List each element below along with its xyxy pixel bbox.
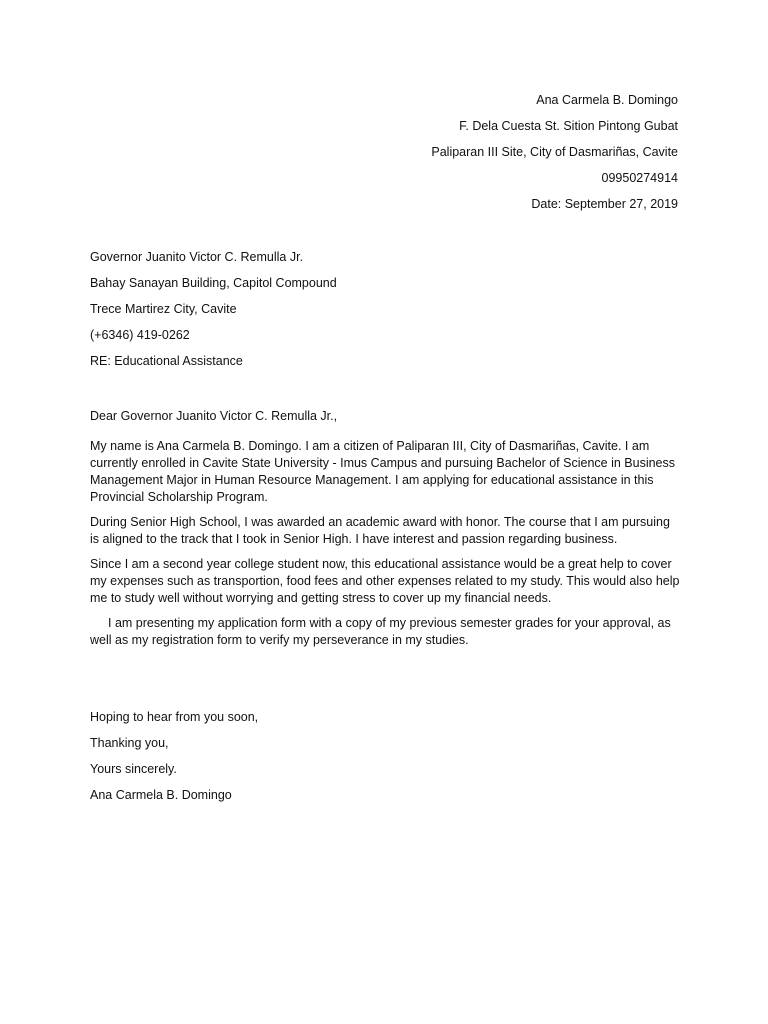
letter-date: Date: September 27, 2019: [531, 197, 678, 211]
body-paragraph: During Senior High School, I was awarded an academic award with honor. The course that I am pursuing is aligned to the track that I took in Senior High. I have interest and passion regarding business.: [90, 515, 670, 546]
sender-street: F. Dela Cuesta St. Sition Pintong Gubat: [459, 119, 678, 133]
recipient-name: Governor Juanito Victor C. Remulla Jr.: [90, 250, 304, 264]
letter-subject: RE: Educational Assistance: [90, 354, 243, 368]
salutation: Dear Governor Juanito Victor C. Remulla Jr.,: [90, 409, 338, 423]
sender-city: Paliparan III Site, City of Dasmariñas, Cavite: [431, 145, 678, 159]
closing-line: Yours sincerely.: [90, 762, 177, 776]
closing-line: Hoping to hear from you soon,: [90, 710, 259, 724]
closing-block: [90, 707, 258, 811]
body-paragraph: I am presenting my application form with a copy of my previous semester grades for your approval, as well as my registration form to verify my perseverance in my studies.: [90, 616, 671, 647]
recipient-address-block: [90, 247, 337, 377]
recipient-city: Trece Martirez City, Cavite: [90, 302, 237, 316]
signature-name: Ana Carmela B. Domingo: [90, 788, 232, 802]
recipient-building: Bahay Sanayan Building, Capitol Compound: [90, 276, 337, 290]
sender-phone: 09950274914: [601, 171, 678, 185]
letter-body: [90, 438, 680, 657]
body-paragraph: My name is Ana Carmela B. Domingo. I am a citizen of Paliparan III, City of Dasmariñas, Cavite. I am currently enrolled in Cavite State University - Imus Campus and pursuing Bachelor of Science in Business Management Major in Human Resource Management. I am applying for educational assistance in this Provincial Scholarship Program.: [90, 439, 675, 504]
closing-line: Thanking you,: [90, 736, 169, 750]
recipient-phone: (+6346) 419-0262: [90, 328, 190, 342]
sender-address-block: [431, 90, 678, 220]
body-paragraph: Since I am a second year college student now, this educational assistance would be a great help to cover my expenses such as transportion, food fees and other expenses related to my study. This would also help me to study well without worrying and getting stress to cover up my financial needs.: [90, 557, 680, 605]
sender-name: Ana Carmela B. Domingo: [536, 93, 678, 107]
